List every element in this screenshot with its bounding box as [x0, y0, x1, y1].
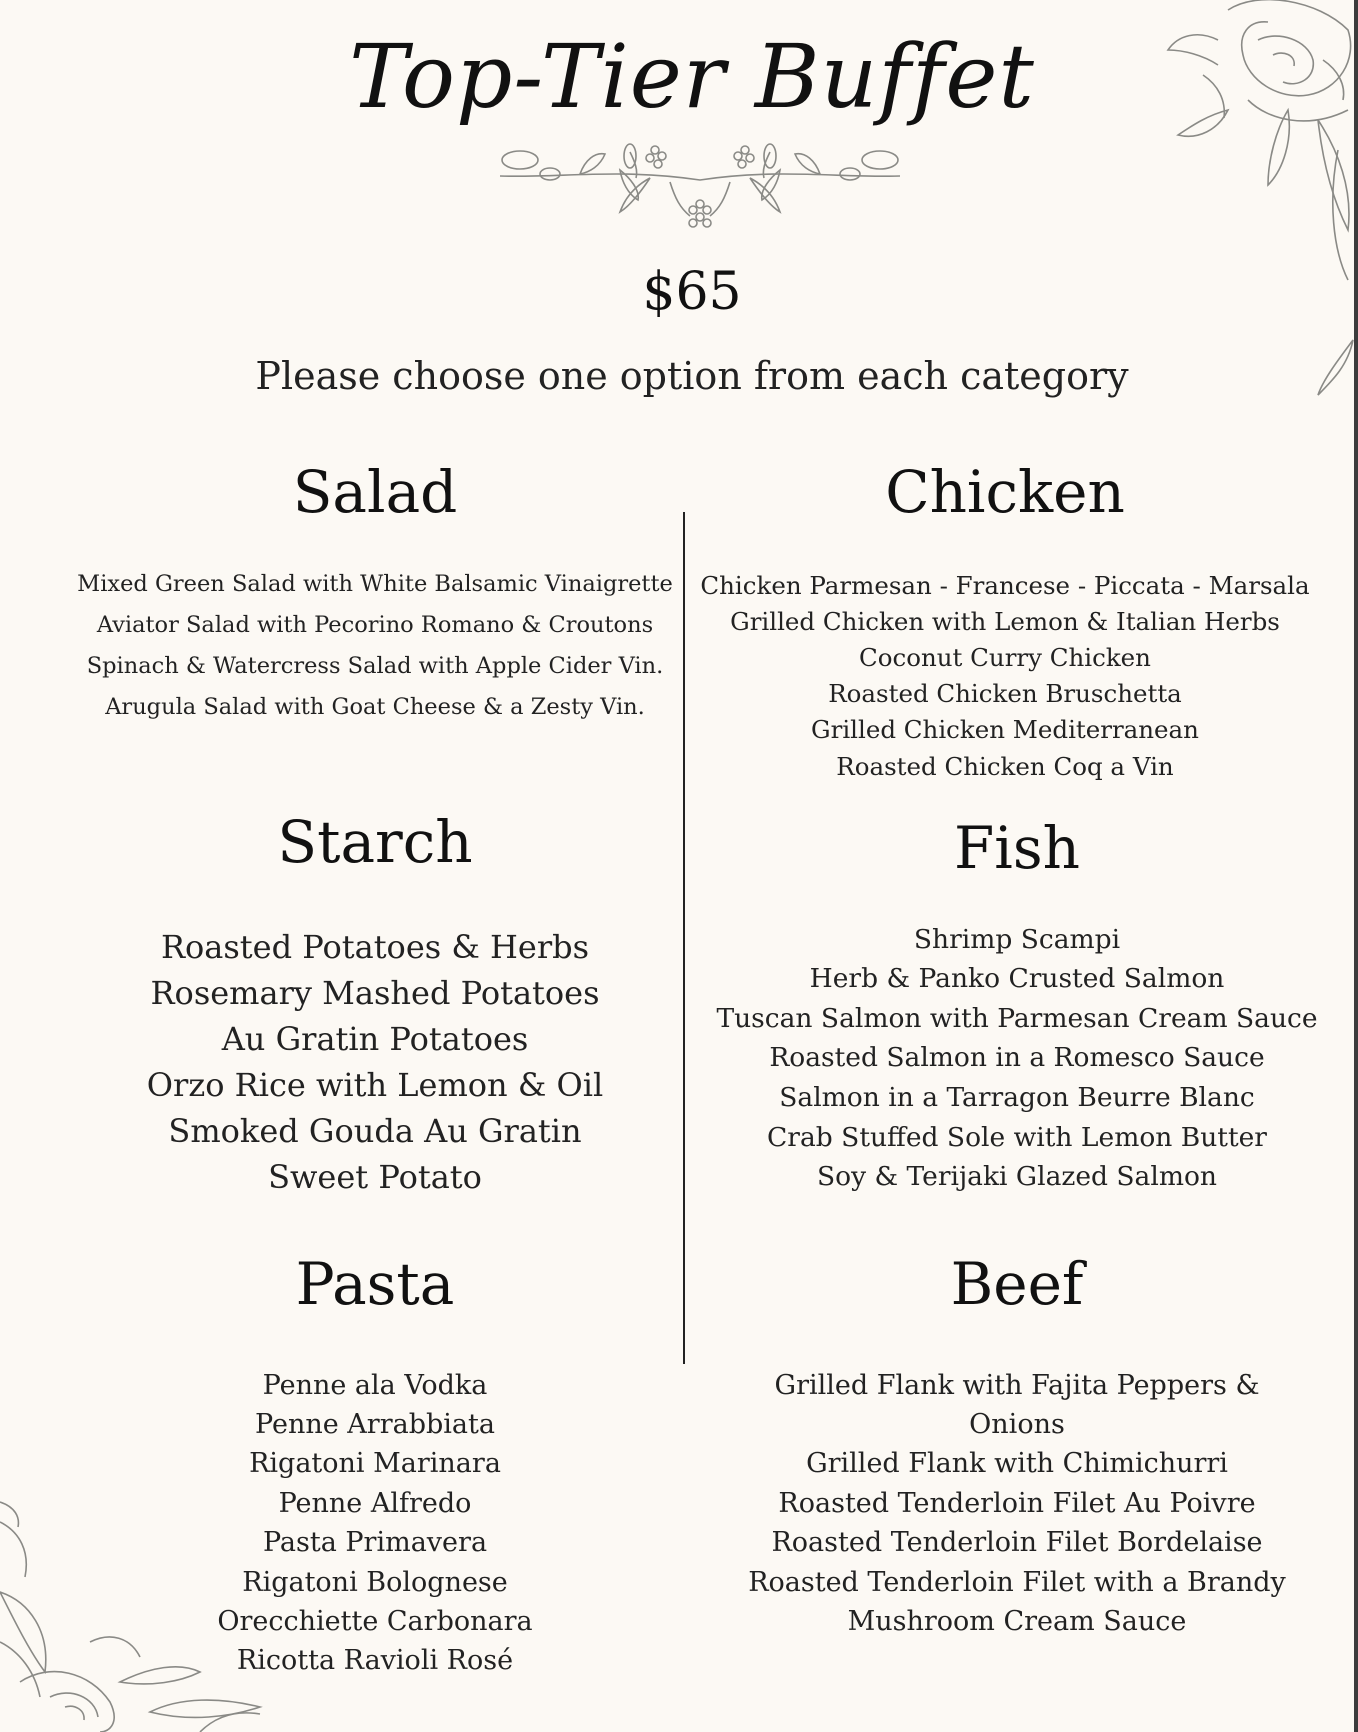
menu-item: Arugula Salad with Goat Cheese & a Zesty Vin.: [105, 693, 645, 720]
section-heading: Beef: [950, 1250, 1084, 1318]
menu-item: Grilled Chicken with Lemon & Italian Herbs: [730, 606, 1280, 636]
section-heading: Starch: [277, 808, 473, 876]
menu-item: Orecchiette Carbonara: [217, 1606, 533, 1638]
menu-item: Grilled Chicken Mediterranean: [811, 715, 1199, 745]
menu-item: Orzo Rice with Lemon & Oil: [146, 1065, 604, 1104]
menu-item: Roasted Potatoes & Herbs: [160, 927, 590, 966]
menu-item: Chicken Parmesan - Francese - Piccata - Marsala: [700, 570, 1310, 600]
menu-item: Coconut Curry Chicken: [859, 643, 1151, 672]
column-divider: [683, 512, 685, 1364]
menu-item: Grilled Flank with Chimichurri: [806, 1448, 1228, 1480]
section-salad: [70, 458, 680, 728]
section-heading: Salad: [292, 458, 458, 526]
menu-title: Top-Tier Buffet: [349, 25, 1035, 128]
menu-item: Roasted Tenderloin Filet Bordelaise: [771, 1527, 1263, 1559]
menu-item: Roasted Chicken Bruschetta: [828, 679, 1182, 709]
menu-item: Penne Alfredo: [278, 1487, 472, 1519]
menu-item: Mushroom Cream Sauce: [847, 1606, 1187, 1638]
menu-item: Rigatoni Marinara: [249, 1448, 501, 1480]
item-list: [712, 1366, 1322, 1642]
menu-item: Aviator Salad with Pecorino Romano & Croutons: [96, 611, 654, 638]
section-heading: Pasta: [295, 1250, 455, 1318]
item-list: [70, 1366, 680, 1681]
menu-item: Au Gratin Potatoes: [221, 1019, 529, 1058]
section-heading: Chicken: [885, 458, 1125, 526]
section-pasta: [70, 1250, 680, 1681]
menu-item: Rosemary Mashed Potatoes: [150, 973, 600, 1012]
page-edge: [1354, 0, 1358, 1732]
menu-item: Roasted Tenderloin Filet with a Brandy: [748, 1566, 1286, 1598]
menu-item: Sweet Potato: [268, 1157, 482, 1196]
buffet-price: $65: [642, 262, 742, 322]
menu-item: Roasted Chicken Coq a Vin: [836, 751, 1174, 781]
section-fish: [712, 814, 1322, 1197]
menu-item: Shrimp Scampi: [913, 923, 1121, 955]
section-chicken: [700, 458, 1310, 785]
menu-item: Herb & Panko Crusted Salmon: [809, 963, 1225, 995]
menu-item: Penne Arrabbiata: [255, 1409, 495, 1440]
menu-item: Roasted Salmon in a Romesco Sauce: [769, 1042, 1265, 1074]
item-list: [712, 920, 1322, 1197]
menu-item: Soy & Terijaki Glazed Salmon: [817, 1161, 1217, 1193]
section-heading: Fish: [954, 814, 1080, 882]
item-list: [70, 924, 680, 1200]
menu-item: Mixed Green Salad with White Balsamic Vinaigrette: [77, 570, 673, 597]
menu-item: Salmon in a Tarragon Beurre Blanc: [779, 1081, 1255, 1113]
menu-item: Onions: [969, 1409, 1065, 1440]
section-beef: [712, 1250, 1322, 1641]
menu-item: Roasted Tenderloin Filet Au Poivre: [778, 1487, 1256, 1519]
item-list: [700, 568, 1310, 785]
menu-item: Spinach & Watercress Salad with Apple Cider Vin.: [86, 652, 664, 679]
menu-instruction: Please choose one option from each category: [255, 354, 1129, 398]
menu-item: Pasta Primavera: [262, 1527, 488, 1559]
section-starch: [70, 808, 680, 1200]
item-list: [70, 564, 680, 728]
menu-item: Penne ala Vodka: [262, 1369, 488, 1401]
menu-item: Tuscan Salmon with Parmesan Cream Sauce: [716, 1002, 1318, 1034]
menu-item: Smoked Gouda Au Gratin: [168, 1111, 582, 1150]
menu-item: Rigatoni Bolognese: [242, 1566, 508, 1598]
menu-item: Ricotta Ravioli Rosé: [236, 1645, 514, 1677]
floral-vine-icon: [480, 138, 920, 234]
menu-item: Crab Stuffed Sole with Lemon Butter: [767, 1121, 1267, 1153]
menu-item: Grilled Flank with Fajita Peppers &: [774, 1369, 1260, 1401]
